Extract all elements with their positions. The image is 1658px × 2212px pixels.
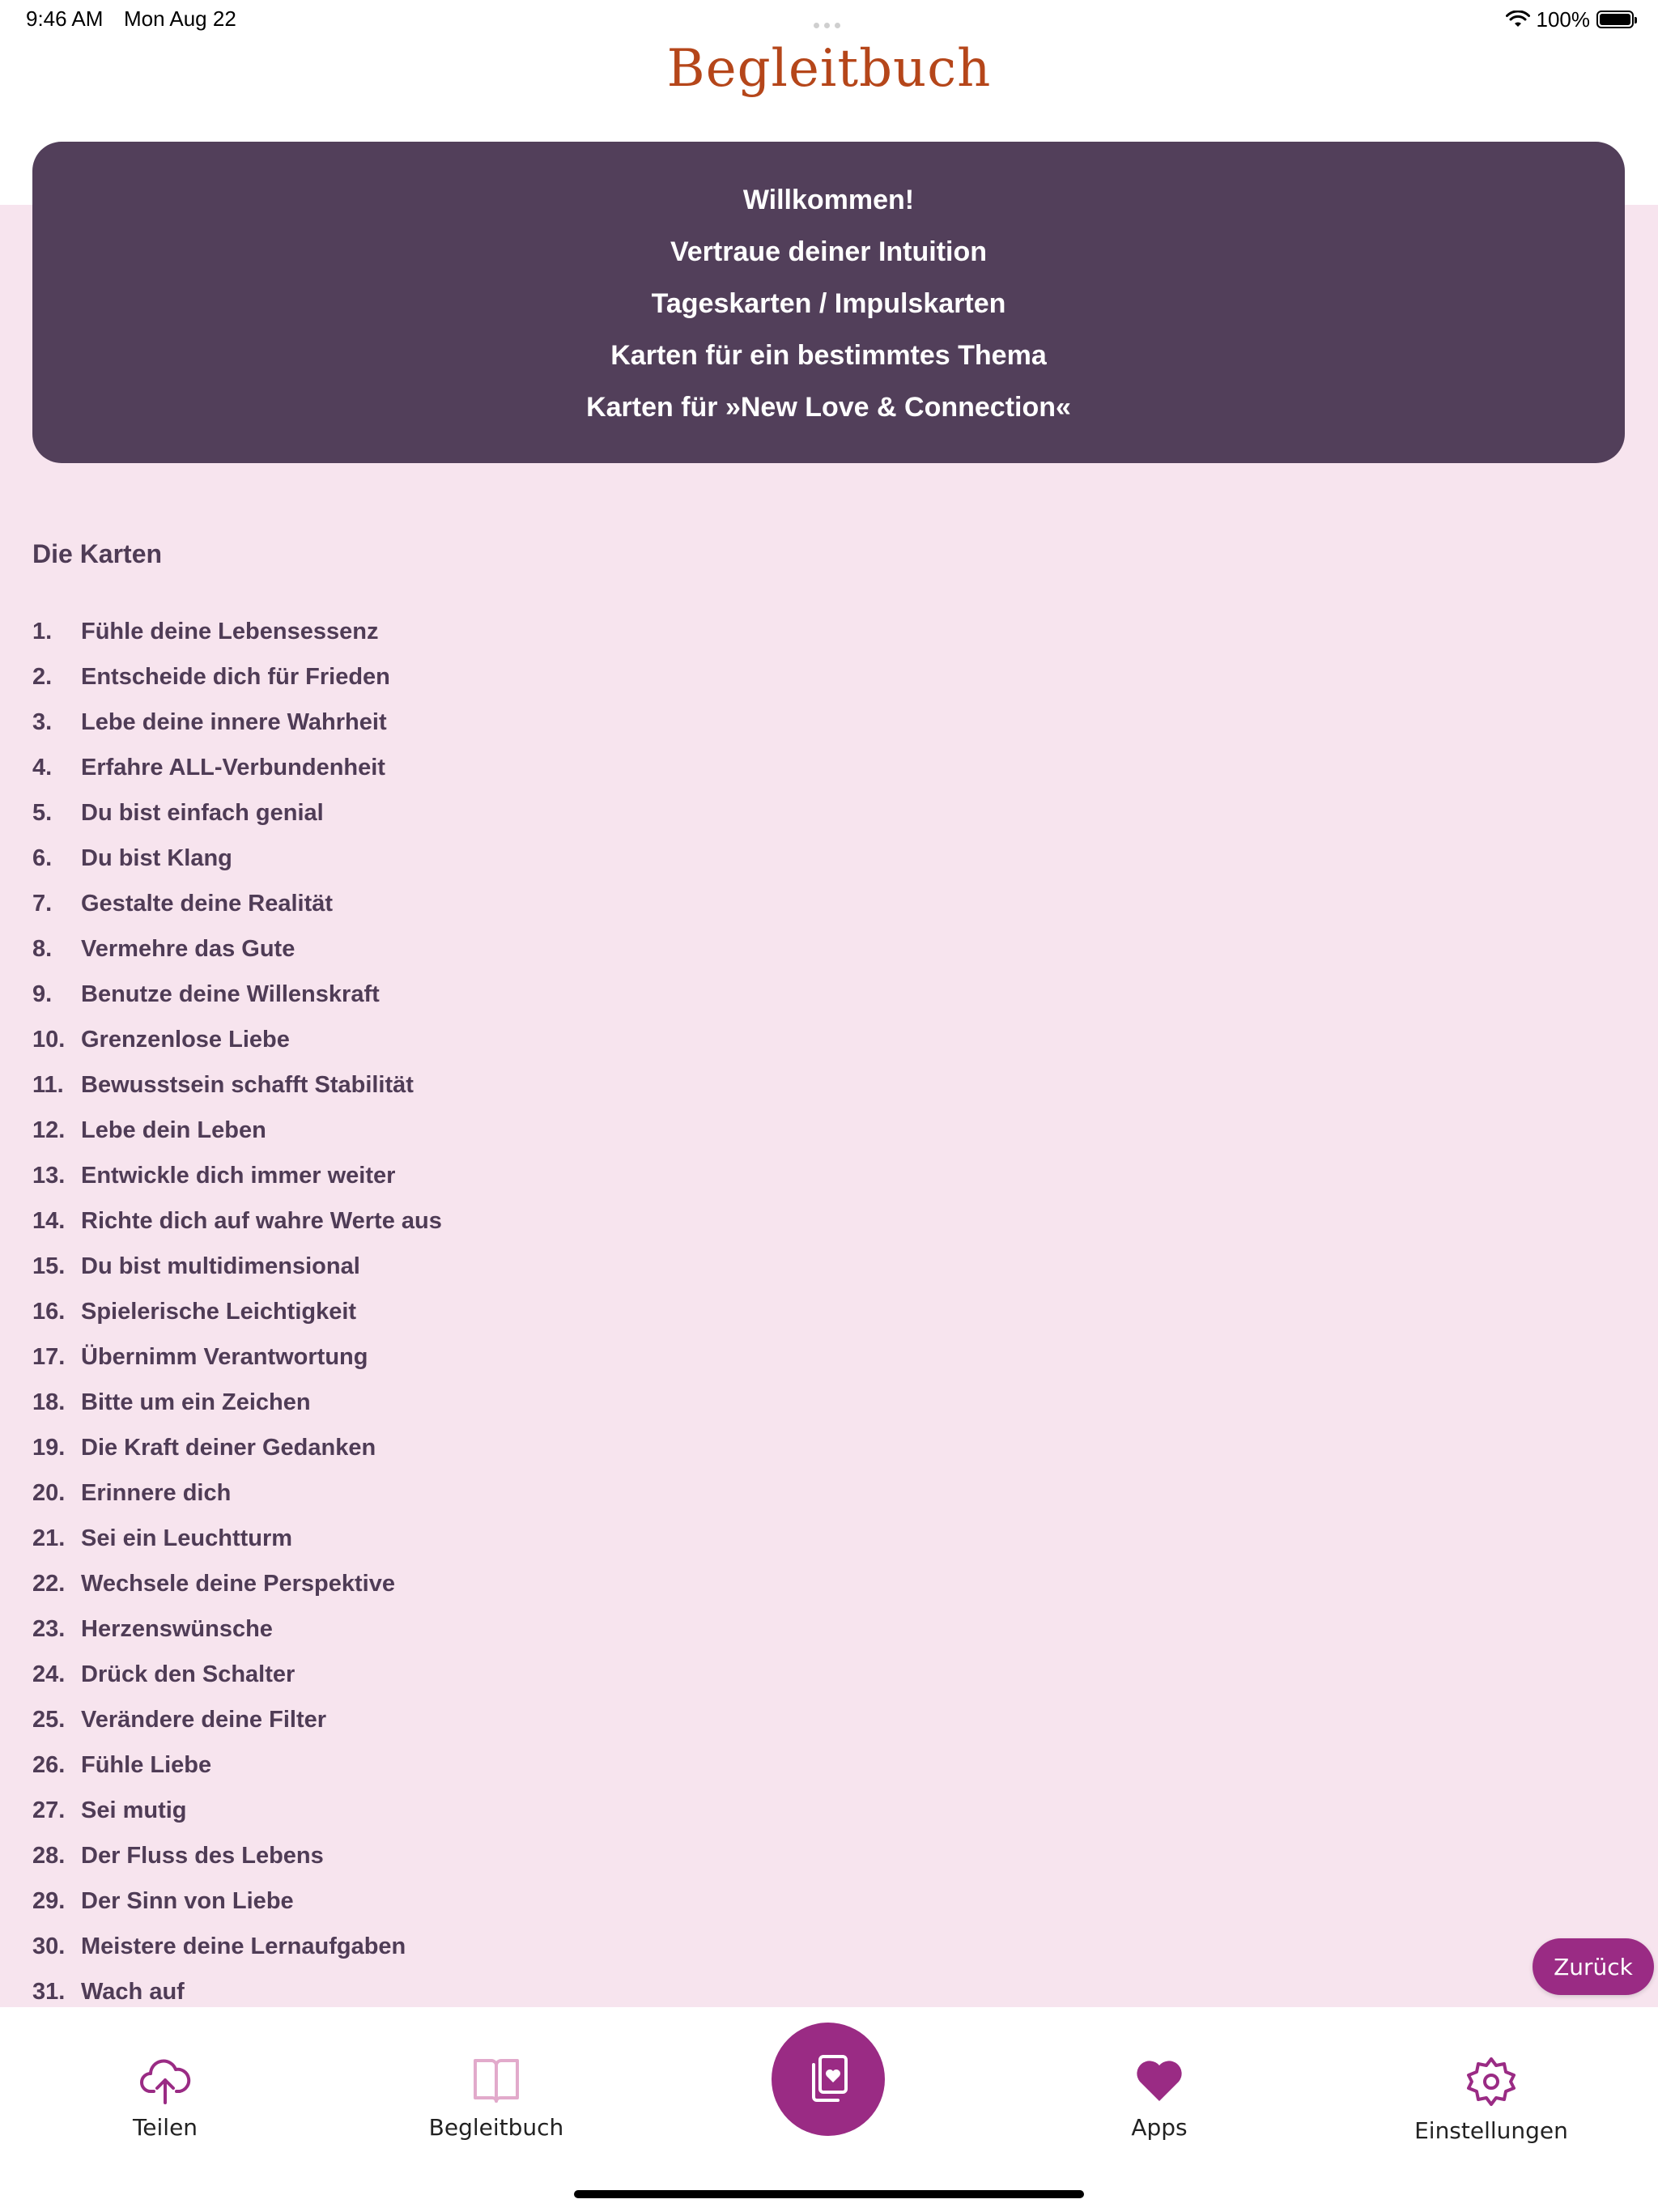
open-book-icon <box>470 2056 522 2104</box>
menu-link-tageskarten[interactable]: Tageskarten / Impulskarten <box>651 288 1006 319</box>
card-list-item[interactable] <box>32 1334 442 1380</box>
card-list-item[interactable] <box>32 1198 442 1244</box>
card-list-item[interactable] <box>32 790 442 836</box>
tab-label-begleitbuch: Begleitbuch <box>428 2114 564 2141</box>
card-number: 6. <box>32 845 53 871</box>
tab-apps[interactable] <box>1054 2056 1265 2141</box>
card-title: Vermehre das Gute <box>81 936 295 962</box>
card-title: Erinnere dich <box>81 1480 232 1506</box>
card-title: Entwickle dich immer weiter <box>81 1163 396 1189</box>
gear-icon <box>1465 2056 1517 2108</box>
card-list-item[interactable] <box>32 1062 442 1108</box>
card-title: Bitte um ein Zeichen <box>81 1389 311 1415</box>
card-number: 5. <box>32 800 53 826</box>
card-number: 24. <box>32 1661 66 1687</box>
card-title: Spielerische Leichtigkeit <box>81 1299 357 1325</box>
status-bar <box>0 0 1658 39</box>
card-list-item[interactable] <box>32 1697 442 1742</box>
card-number: 26. <box>32 1752 66 1778</box>
card-number: 22. <box>32 1571 66 1597</box>
card-title: Erfahre ALL-Verbundenheit <box>81 755 385 781</box>
card-number: 21. <box>32 1525 66 1551</box>
tab-teilen[interactable] <box>60 2056 270 2141</box>
card-list-item[interactable] <box>32 972 442 1017</box>
card-number: 3. <box>32 709 53 735</box>
battery-icon <box>1596 11 1634 28</box>
card-title: Verändere deine Filter <box>81 1707 327 1733</box>
card-number: 19. <box>32 1435 66 1461</box>
menu-link-thema[interactable]: Karten für ein bestimmtes Thema <box>610 340 1047 371</box>
card-title: Du bist multidimensional <box>81 1253 360 1279</box>
card-number: 12. <box>32 1117 66 1143</box>
card-title: Benutze deine Willenskraft <box>81 981 380 1007</box>
tab-bar <box>0 2007 1658 2212</box>
menu-link-willkommen[interactable]: Willkommen! <box>742 185 915 215</box>
card-number: 7. <box>32 891 53 917</box>
card-title: Du bist einfach genial <box>81 800 324 826</box>
card-title: Lebe deine innere Wahrheit <box>81 709 387 735</box>
status-time: 9:46 AM <box>26 6 104 31</box>
card-number: 30. <box>32 1933 66 1959</box>
card-number: 28. <box>32 1843 66 1869</box>
section-heading: Die Karten <box>32 539 163 568</box>
card-number: 11. <box>32 1072 64 1098</box>
heart-icon <box>1133 2056 1185 2104</box>
card-title: Wach auf <box>81 1979 185 2005</box>
card-list-item[interactable] <box>32 609 442 654</box>
card-title: Meistere deine Lernaufgaben <box>81 1933 406 1959</box>
card-list-item[interactable] <box>32 1652 442 1697</box>
battery-percent: 100% <box>1536 6 1590 32</box>
card-title: Gestalte deine Realität <box>81 891 334 917</box>
card-number: 8. <box>32 936 53 962</box>
card-number: 13. <box>32 1163 66 1189</box>
menu-link-intuition[interactable]: Vertraue deiner Intuition <box>670 236 988 267</box>
card-list-item[interactable] <box>32 1516 442 1561</box>
card-list-item[interactable] <box>32 1833 442 1878</box>
card-title: Entscheide dich für Frieden <box>81 664 390 690</box>
card-title: Herzenswünsche <box>81 1616 273 1642</box>
card-title: Du bist Klang <box>81 845 232 871</box>
menu-link-new-love[interactable]: Karten für »New Love & Connection« <box>586 392 1071 423</box>
card-title: Die Kraft deiner Gedanken <box>81 1435 376 1461</box>
card-number: 1. <box>32 619 53 644</box>
card-title: Grenzenlose Liebe <box>81 1027 290 1053</box>
card-number: 23. <box>32 1616 66 1642</box>
back-button[interactable]: Zurück <box>1533 1938 1654 1995</box>
card-number: 29. <box>32 1888 66 1914</box>
card-title: Sei mutig <box>81 1797 187 1823</box>
card-number: 9. <box>32 981 53 1007</box>
card-list <box>32 609 442 2014</box>
card-title: Richte dich auf wahre Werte aus <box>81 1208 442 1234</box>
card-list-item[interactable] <box>32 654 442 700</box>
card-list-item[interactable] <box>32 745 442 790</box>
card-number: 4. <box>32 755 53 781</box>
card-list-item[interactable] <box>32 1244 442 1289</box>
card-title: Sei ein Leuchtturm <box>81 1525 293 1551</box>
card-list-item[interactable] <box>32 1289 442 1334</box>
card-number: 10. <box>32 1027 66 1053</box>
card-title: Wechsele deine Perspektive <box>81 1571 395 1597</box>
status-date: Mon Aug 22 <box>124 6 236 31</box>
card-number: 18. <box>32 1389 66 1415</box>
tab-begleitbuch[interactable] <box>391 2056 602 2141</box>
card-number: 2. <box>32 664 53 690</box>
tab-label-teilen: Teilen <box>132 2114 198 2141</box>
card-deck-heart-icon <box>806 2053 851 2105</box>
welcome-menu-card <box>32 142 1625 463</box>
card-number: 31. <box>32 1979 66 2005</box>
card-number: 20. <box>32 1480 66 1506</box>
card-number: 16. <box>32 1299 66 1325</box>
card-list-item[interactable] <box>32 1425 442 1470</box>
card-list-item[interactable] <box>32 1108 442 1153</box>
card-title: Der Fluss des Lebens <box>81 1843 324 1869</box>
card-title: Fühle Liebe <box>81 1752 212 1778</box>
card-list-item[interactable] <box>32 1017 442 1062</box>
card-list-item[interactable] <box>32 926 442 972</box>
card-list-item[interactable] <box>32 1606 442 1652</box>
card-list-item[interactable] <box>32 1380 442 1425</box>
wifi-icon <box>1506 11 1530 28</box>
card-number: 25. <box>32 1707 66 1733</box>
card-list-item[interactable] <box>32 1470 442 1516</box>
card-list-item[interactable] <box>32 1742 442 1788</box>
tab-label-einstellungen: Einstellungen <box>1414 2117 1568 2144</box>
card-list-item[interactable] <box>32 1878 442 1924</box>
tab-label-apps: Apps <box>1131 2114 1188 2141</box>
card-list-item[interactable] <box>32 1153 442 1198</box>
multitasking-dots-icon[interactable] <box>811 16 847 23</box>
card-number: 27. <box>32 1797 66 1823</box>
card-number: 17. <box>32 1344 66 1370</box>
card-list-item[interactable] <box>32 836 442 881</box>
card-list-item[interactable] <box>32 1561 442 1606</box>
card-number: 14. <box>32 1208 66 1234</box>
card-list-item[interactable] <box>32 1788 442 1833</box>
card-title: Übernimm Verantwortung <box>81 1344 368 1370</box>
card-title: Fühle deine Lebensessenz <box>81 619 379 644</box>
card-number: 15. <box>32 1253 66 1279</box>
card-title: Bewusstsein schafft Stabilität <box>81 1072 414 1098</box>
tab-cards-center[interactable] <box>772 2023 885 2136</box>
home-indicator <box>574 2190 1084 2198</box>
upload-cloud-icon <box>139 2056 191 2104</box>
tab-einstellungen[interactable] <box>1386 2056 1596 2144</box>
card-list-item[interactable] <box>32 700 442 745</box>
card-title: Der Sinn von Liebe <box>81 1888 294 1914</box>
card-list-item[interactable] <box>32 881 442 926</box>
card-title: Lebe dein Leben <box>81 1117 266 1143</box>
card-title: Drück den Schalter <box>81 1661 295 1687</box>
status-right <box>1506 6 1635 32</box>
card-list-item[interactable] <box>32 1924 442 1969</box>
page-title: Begleitbuch <box>666 39 992 99</box>
